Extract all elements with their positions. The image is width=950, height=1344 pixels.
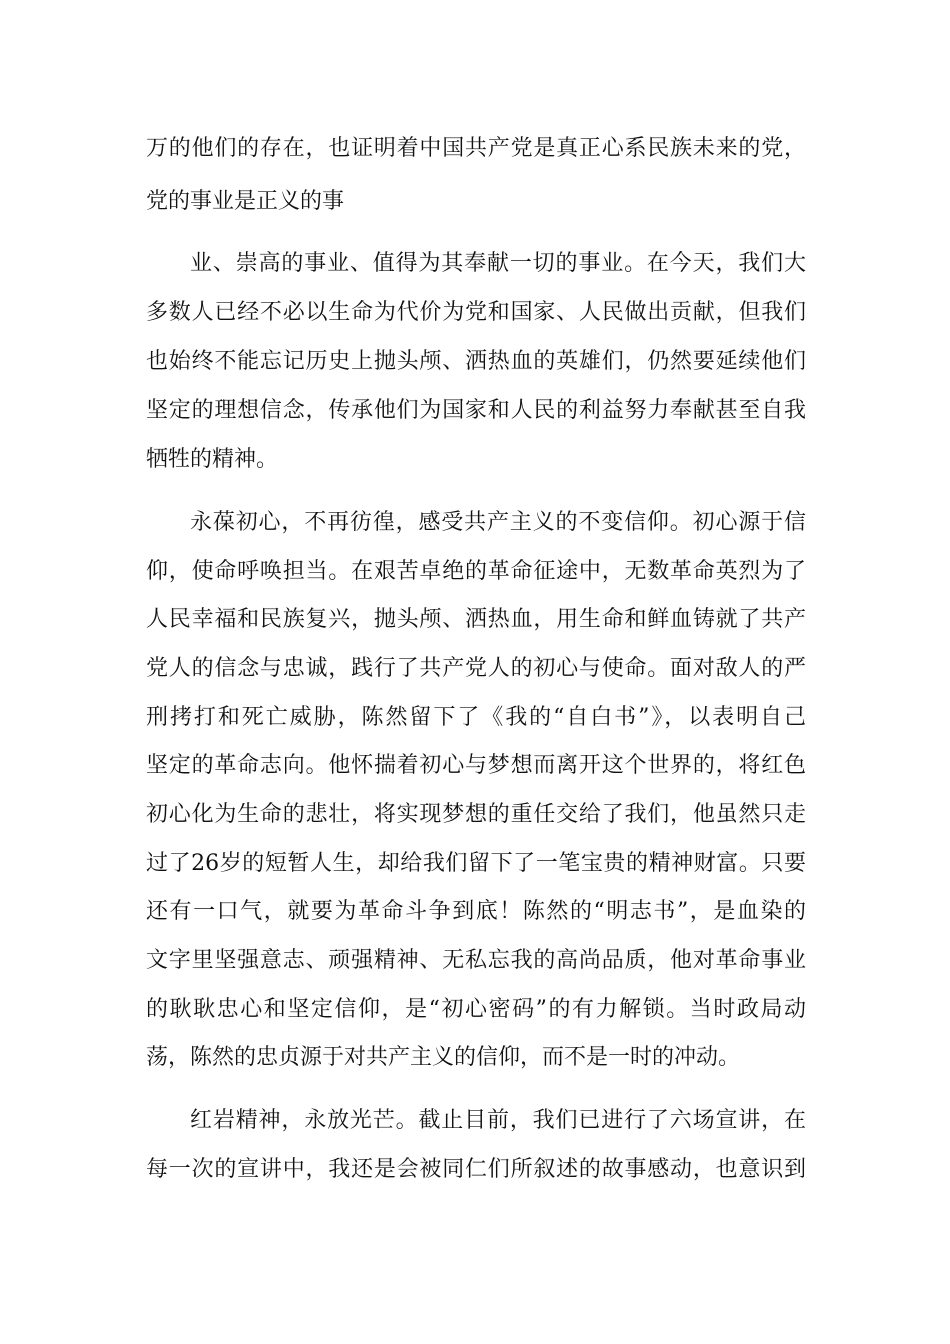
paragraph-start-line: 业、崇高的事业、值得为其奉献一切的事业。在今天，我们大: [190, 251, 806, 276]
text-line: 人民幸福和民族复兴，抛头颅、洒热血，用生命和鲜血铸就了共产: [146, 607, 806, 632]
document-page: [146, 0, 806, 1344]
text-line: 荡，陈然的忠贞源于对共产主义的信仰，而不是一时的冲动。: [146, 1045, 741, 1070]
text-line: 初心化为生命的悲壮，将实现梦想的重任交给了我们，他虽然只走: [146, 802, 806, 827]
text-line: 牺牲的精神。: [146, 447, 279, 472]
text-line: 还有一口气，就要为革命斗争到底！陈然的“明志书”，是血染的: [146, 899, 806, 924]
text-line: 每一次的宣讲中，我还是会被同仁们所叙述的故事感动，也意识到: [146, 1157, 806, 1182]
paragraph-start-line: 永葆初心，不再彷徨，感受共产主义的不变信仰。初心源于信: [190, 510, 806, 535]
text-line: 坚定的革命志向。他怀揣着初心与梦想而离开这个世界的，将红色: [146, 753, 806, 778]
text-line: 也始终不能忘记历史上抛头颅、洒热血的英雄们，仍然要延续他们: [146, 349, 806, 374]
text-line: 坚定的理想信念，传承他们为国家和人民的利益努力奉献甚至自我: [146, 398, 806, 423]
text-line: 党的事业是正义的事: [146, 189, 345, 214]
text-line: 党人的信念与忠诚，践行了共产党人的初心与使命。面对敌人的严: [146, 656, 806, 681]
text-line: 文字里坚强意志、顽强精神、无私忘我的高尚品质，他对革命事业: [146, 948, 806, 973]
text-line: 万的他们的存在，也证明着中国共产党是真正心系民族未来的党，: [146, 136, 806, 161]
text-line: 的耿耿忠心和坚定信仰，是“初心密码”的有力解锁。当时政局动: [146, 997, 806, 1022]
text-line: 多数人已经不必以生命为代价为党和国家、人民做出贡献，但我们: [146, 300, 806, 325]
text-line: 刑拷打和死亡威胁，陈然留下了《我的“自白书”》，以表明自己: [146, 705, 806, 730]
paragraph-start-line: 红岩精神，永放光芒。截止目前，我们已进行了六场宣讲，在: [190, 1108, 806, 1133]
text-line: 仰，使命呼唤担当。在艰苦卓绝的革命征途中，无数革命英烈为了: [146, 559, 806, 584]
text-line: 过了26岁的短暂人生，却给我们留下了一笔宝贵的精神财富。只要: [146, 851, 806, 876]
